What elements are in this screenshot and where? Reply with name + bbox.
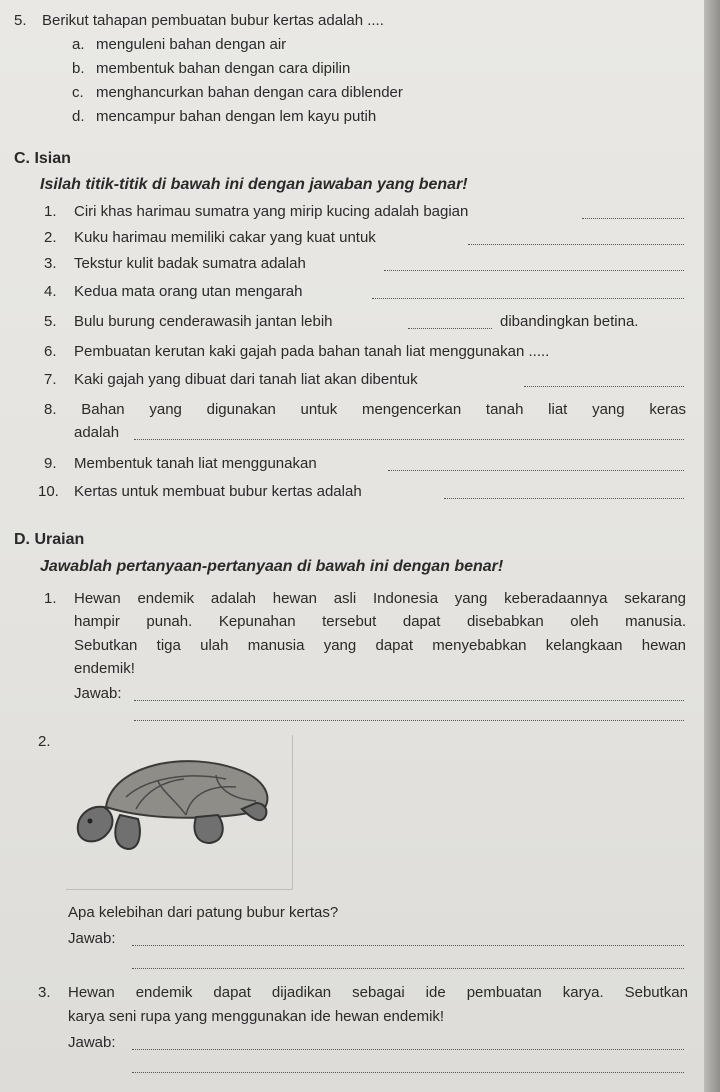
isian-5-suffix: dibandingkan betina. (500, 313, 639, 330)
q5-option-b-letter: b. (72, 60, 85, 77)
q5-option-b: membentuk bahan dengan cara dipilin (96, 60, 351, 77)
uraian-3-answer-line1[interactable] (132, 1049, 684, 1050)
uraian-3-answer-label: Jawab: (68, 1034, 116, 1051)
uraian-2-number: 2. (38, 733, 51, 750)
q5-option-c-letter: c. (72, 84, 84, 101)
isian-1-text: Ciri khas harimau sumatra yang mirip kucing adalah bagian (74, 203, 469, 220)
isian-1-blank[interactable] (582, 218, 684, 219)
uraian-2-answer-line2[interactable] (132, 968, 684, 969)
uraian-1-line3: Sebutkan tiga ulah manusia yang dapat menyebabkan kelangkaan hewan (74, 637, 686, 654)
uraian-1-answer-label: Jawab: (74, 685, 122, 702)
isian-8-line2: adalah (74, 424, 120, 441)
uraian-1-line1: Hewan endemik adalah hewan asli Indonesia yang keberadaannya sekarang (74, 590, 686, 607)
q5-question: Berikut tahapan pembuatan bubur kertas adalah .... (42, 12, 384, 29)
isian-8-line1 (44, 401, 686, 419)
isian-3-blank[interactable] (384, 270, 684, 271)
q5-option-a: menguleni bahan dengan air (96, 36, 287, 53)
isian-2-blank[interactable] (468, 244, 684, 245)
isian-7-blank[interactable] (524, 386, 684, 387)
isian-10-text: Kertas untuk membuat bubur kertas adalah (74, 483, 362, 500)
isian-10-number: 10. (38, 483, 59, 500)
isian-1-number: 1. (44, 203, 57, 220)
isian-5-text: Bulu burung cenderawasih jantan lebih (74, 313, 333, 330)
section-c-instruction: Isilah titik-titik di bawah ini dengan jawaban yang benar! (40, 176, 468, 193)
isian-3-number: 3. (44, 255, 57, 272)
isian-8-blank[interactable] (134, 439, 684, 440)
uraian-3-line1: Hewan endemik dapat dijadikan sebagai ide pembuatan karya. Sebutkan (68, 984, 688, 1001)
section-d-instruction: Jawablah pertanyaan-pertanyaan di bawah ini dengan benar! (40, 558, 504, 575)
q5-option-d: mencampur bahan dengan lem kayu putih (96, 108, 377, 125)
isian-7-number: 7. (44, 371, 57, 388)
uraian-2-answer-line1[interactable] (132, 945, 684, 946)
isian-4-text: Kedua mata orang utan mengarah (74, 283, 303, 300)
isian-9-text: Membentuk tanah liat menggunakan (74, 455, 317, 472)
isian-2-text: Kuku harimau memiliki cakar yang kuat untuk (74, 229, 376, 246)
uraian-3-answer-line2[interactable] (132, 1072, 684, 1073)
q5-option-c: menghancurkan bahan dengan cara diblender (96, 84, 403, 101)
uraian-1-answer-line2[interactable] (134, 720, 684, 721)
section-c-heading: C. Isian (14, 150, 71, 167)
section-d-heading: D. Uraian (14, 531, 85, 548)
uraian-3-number: 3. (38, 984, 51, 1001)
isian-9-blank[interactable] (388, 470, 684, 471)
isian-4-number: 4. (44, 283, 57, 300)
uraian-1-line4: endemik! (74, 660, 135, 677)
uraian-2-answer-label: Jawab: (68, 930, 116, 947)
isian-10-blank[interactable] (444, 498, 684, 499)
isian-8-number: 8. (44, 401, 57, 418)
isian-2-number: 2. (44, 229, 57, 246)
isian-4-blank[interactable] (372, 298, 684, 299)
isian-7-text: Kaki gajah yang dibuat dari tanah liat akan dibentuk (74, 371, 418, 388)
uraian-1-number: 1. (44, 590, 57, 607)
q5-option-d-letter: d. (72, 108, 85, 125)
page-edge-shadow (704, 0, 720, 1092)
isian-3-text: Tekstur kulit badak sumatra adalah (74, 255, 306, 272)
uraian-1-answer-line1[interactable] (134, 700, 684, 701)
q5-number: 5. (14, 12, 27, 29)
q5-option-a-letter: a. (72, 36, 85, 53)
isian-6-text: Pembuatan kerutan kaki gajah pada bahan tanah liat menggunakan ..... (74, 343, 550, 360)
uraian-1-line2: hampir punah. Kepunahan tersebut dapat disebabkan oleh manusia. (74, 613, 686, 630)
paper-mache-turtle-illustration (66, 735, 292, 889)
uraian-2-question: Apa kelebihan dari patung bubur kertas? (68, 904, 339, 921)
isian-8-text: Bahan yang digunakan untuk mengencerkan tanah liat yang keras (81, 401, 687, 418)
uraian-3-line2: karya seni rupa yang menggunakan ide hewan endemik! (68, 1008, 445, 1025)
turtle-figure (66, 735, 293, 890)
isian-9-number: 9. (44, 455, 57, 472)
isian-5-number: 5. (44, 313, 57, 330)
isian-6-number: 6. (44, 343, 57, 360)
isian-5-blank[interactable] (408, 328, 492, 329)
